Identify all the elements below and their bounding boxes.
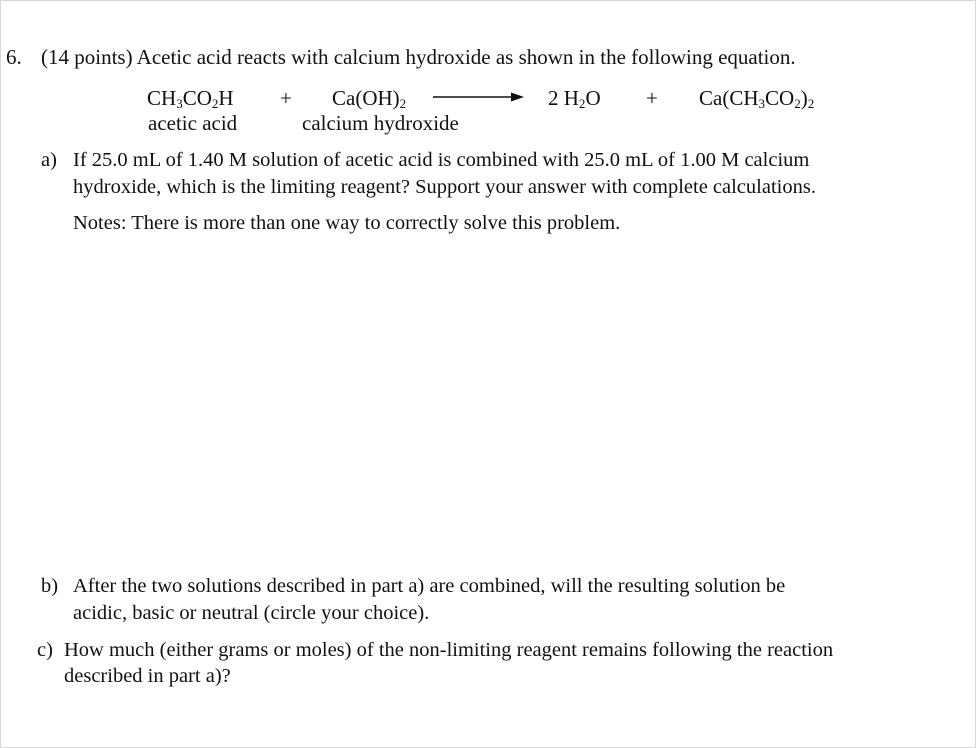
reactant-acetic-acid-formula: $CH_3CO_2H$ <box>147 86 234 111</box>
calcium-hydroxide-label: calcium hydroxide <box>302 111 459 135</box>
question-title: (14 points) Acetic acid reacts with calcium hydroxide as shown in the following equation. <box>41 45 796 69</box>
reactant-calcium-hydroxide-formula: $Ca(OH)_2$ <box>332 86 407 111</box>
part-b-line-2: acidic, basic or neutral (circle your choice). <box>73 602 430 624</box>
reaction-arrow-icon <box>433 90 525 104</box>
part-a-notes: Notes: There is more than one way to correctly solve this problem. <box>73 212 621 234</box>
part-b-line-1: After the two solutions described in part a) are combined, will the resulting solution be <box>73 575 786 597</box>
acetic-acid-label: acetic acid <box>148 111 238 135</box>
plus-sign-2: + <box>646 86 658 110</box>
question-number: 6. <box>6 45 22 69</box>
part-a-label: a) <box>41 149 57 171</box>
part-c-line-1: How much (either grams or moles) of the non-limiting reagent remains following the reaction <box>64 639 834 661</box>
part-c-label: c) <box>37 639 53 661</box>
part-b-label: b) <box>41 575 59 597</box>
plus-sign-1: + <box>280 86 292 110</box>
product-water-formula: 2 $H_2O$ <box>548 86 601 111</box>
part-a-line-2: hydroxide, which is the limiting reagent? Support your answer with complete calculations. <box>73 176 816 198</box>
part-c-line-2: described in part a)? <box>64 665 231 687</box>
product-calcium-acetate-formula: $Ca(CH_3CO_2)_2$ <box>699 86 815 111</box>
part-a-line-1: If 25.0 mL of 1.40 M solution of acetic acid is combined with 25.0 mL of 1.00 M calcium <box>73 149 810 171</box>
